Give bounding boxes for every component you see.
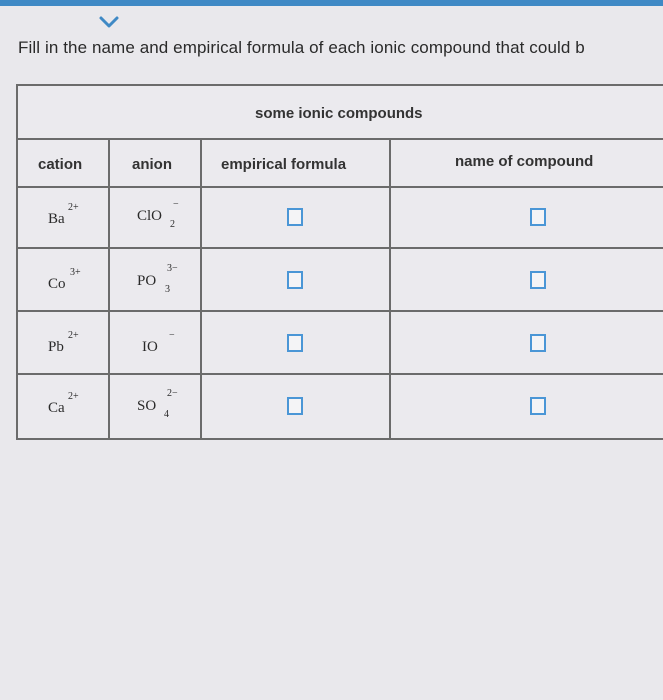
empirical-formula-input[interactable] (287, 334, 303, 352)
table-row (18, 188, 663, 247)
cation-cell: Co 3+ (48, 267, 81, 292)
cation-cell: Ca 2+ (48, 391, 79, 416)
cation-cell: Pb 2+ (48, 330, 79, 355)
anion-cell: PO 3 3− (137, 263, 178, 295)
table-caption (18, 86, 663, 140)
table-row (18, 312, 663, 373)
table-row (18, 249, 663, 310)
top-accent-bar (0, 0, 663, 6)
anion-cell: SO 4 2− (137, 388, 178, 420)
chevron-down-icon[interactable] (94, 12, 124, 34)
anion-cell: IO − (142, 330, 175, 355)
compound-name-input[interactable] (530, 397, 546, 415)
ionic-compounds-table: some ionic compounds cation anion empirical formula name of compound Ba 2+ ClO 2 − Co 3+ PO 3 3− Pb 2+ IO − Ca 2+ SO 4 2− (16, 84, 663, 440)
empirical-formula-input[interactable] (287, 271, 303, 289)
cation-cell: Ba 2+ (48, 202, 79, 227)
table-caption-label: some ionic compounds (255, 105, 423, 122)
compound-name-input[interactable] (530, 334, 546, 352)
empirical-formula-input[interactable] (287, 208, 303, 226)
anion-cell: ClO 2 − (137, 199, 179, 230)
table-row (18, 375, 663, 438)
empirical-formula-input[interactable] (287, 397, 303, 415)
compound-name-input[interactable] (530, 208, 546, 226)
compound-name-input[interactable] (530, 271, 546, 289)
instructions-text: Fill in the name and empirical formula of each ionic compound that could b (18, 38, 585, 57)
